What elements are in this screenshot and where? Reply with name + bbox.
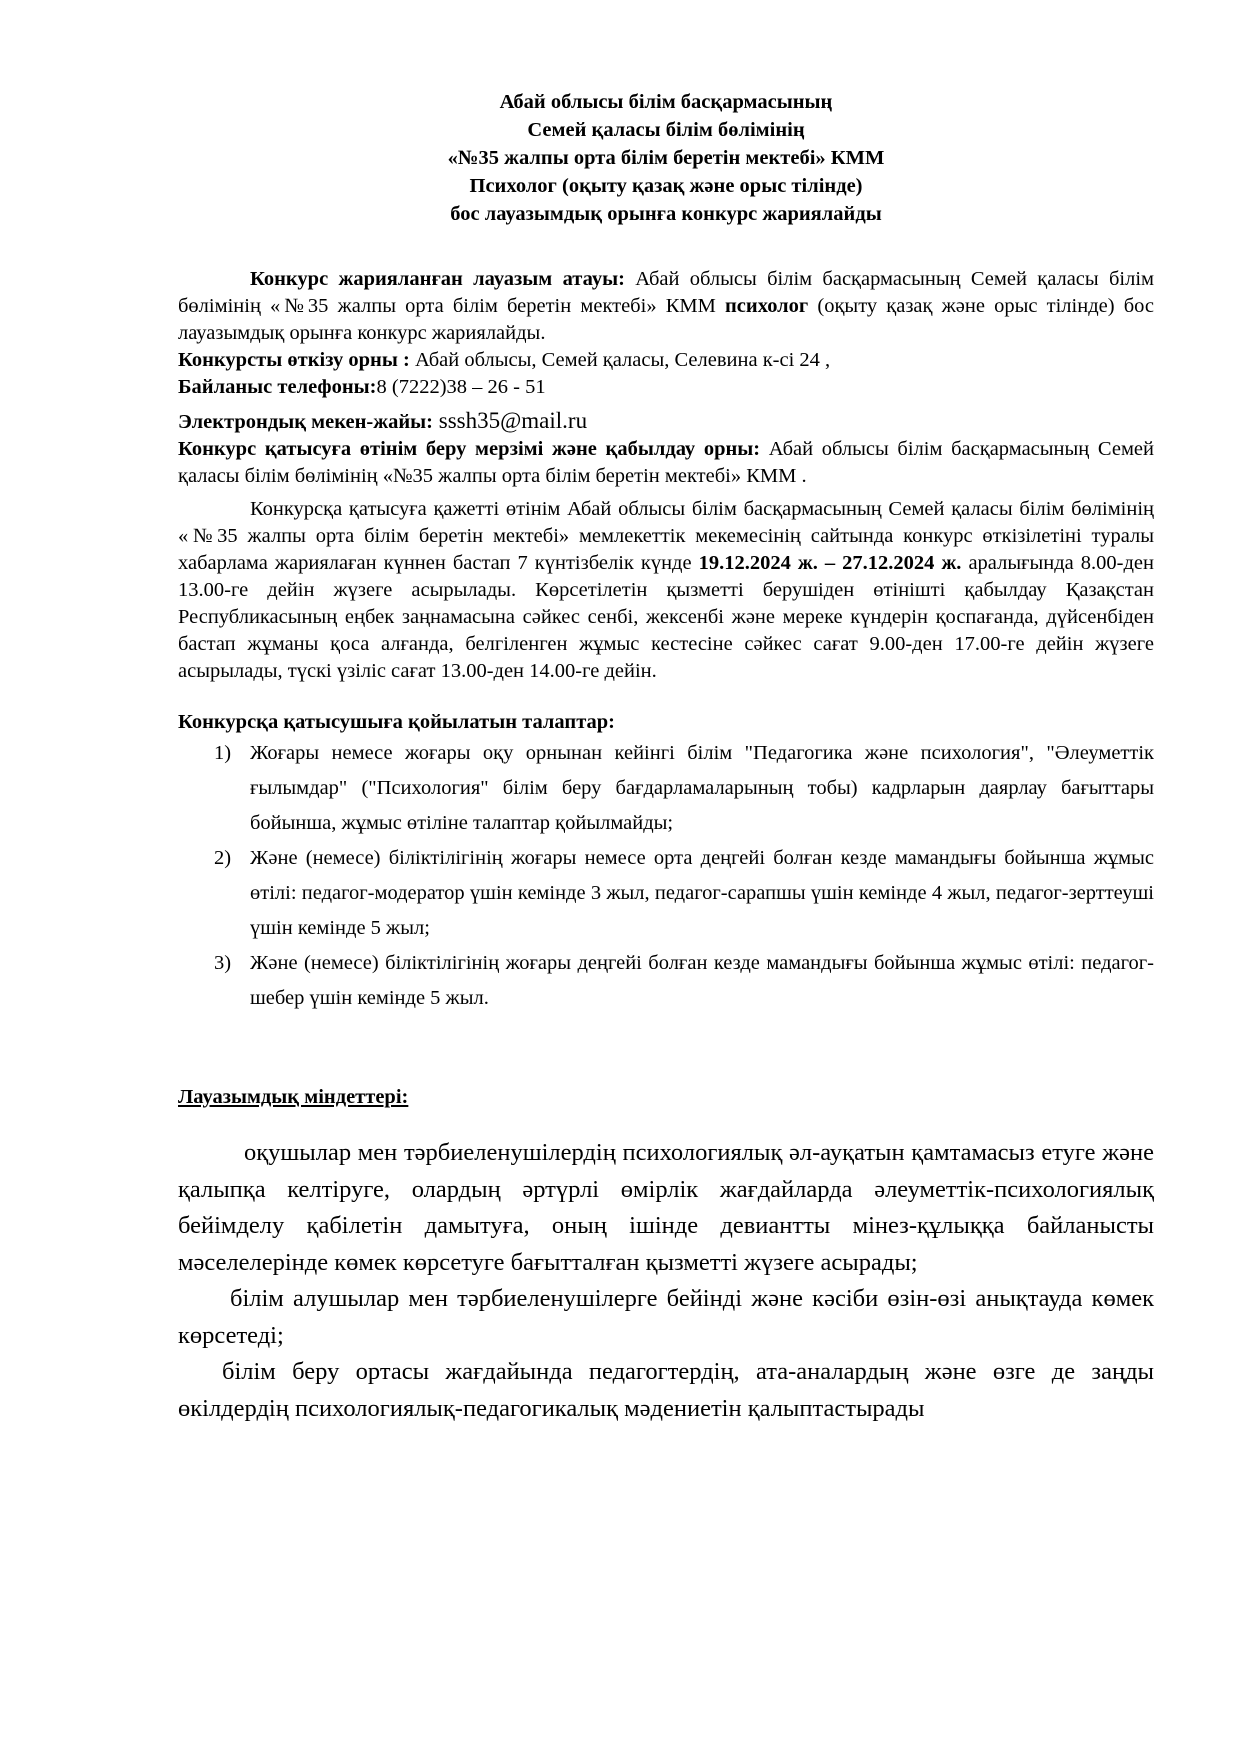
position-label: Конкурс жарияланған лауазым атауы: <box>250 268 625 290</box>
header-line: Психолог (оқыту қазақ және орыс тілінде) <box>469 175 863 197</box>
position-paragraph <box>178 266 1154 347</box>
requirement-number: 1) <box>214 742 232 764</box>
deadline-value: Абай облысы білім басқармасының Семей қаласы білім бөлімінің «№35 жалпы орта білім беретін мектебі» КММ . <box>178 438 1154 487</box>
procedure-dash: – <box>817 552 843 574</box>
requirement-text: Жоғары немесе жоғары оқу орнынан кейінгі білім "Педагогика және психология", "Әлеуметтік ғылымдар" ("Психология" білім беру бағдарламаларының тобы) кадрларын даярлау бағыттары бойынша, жұмыс өтіліне талаптар қойылмайды; <box>250 742 1154 834</box>
phone-value: 8 (7222)38 – 26 - 51 <box>376 376 546 398</box>
requirement-number: 2) <box>214 847 232 869</box>
procedure-text-1: Конкурсқа қатысуға қажетті өтінім Абай облысы білім басқармасының Семей қаласы білім бөлімінің «№35 жалпы орта білім беретін мектебі» мемлекеттік мекемесінің сайтында конкурс өткізілетіні туралы хабарлама жариялаған күннен бастап 7 күнтізбелік күнде <box>178 498 1154 574</box>
position-bold-word: психолог <box>725 295 809 317</box>
position-text-2: (оқыту қазақ және орыс тілінде) бос лауазымдық орынға конкурс жариялайды. <box>178 295 1154 344</box>
header-line: Абай облысы білім басқармасының <box>499 91 833 113</box>
requirements-title: Конкурсқа қатысушыға қойылатын талаптар: <box>178 711 615 733</box>
duty-paragraph: білім беру ортасы жағдайында педагогтердің, ата-аналардың және өзге де заңды өкілдердің психологиялық-педагогикалық мәдениетін қалыптастырады <box>178 1358 1154 1422</box>
procedure-paragraph <box>178 496 1154 685</box>
procedure-date-from: 19.12.2024 ж. <box>698 552 818 574</box>
header-line: Семей қаласы білім бөлімінің <box>527 119 805 141</box>
procedure-text-2: аралығында 8.00-ден 13.00-ге дейін жүзеге асырылады. Көрсетілетін қызметті берушіден өтінішті қабылдау Қазақстан Республикасының еңбек заңнамасына сәйкес сенбі, жексенбі және мереке күндерін қоспағанда, дүйсенбіден бастап жұманы қоса алғанда, белгіленген жұмыс кестесіне сәйкес сағат 9.00-ден 17.00-ге дейін жүзеге асырылады, түскі үзіліс сағат 13.00-ден 14.00-ге дейін. <box>178 552 1154 682</box>
requirement-item <box>178 736 1154 841</box>
header-line: «№35 жалпы орта білім беретін мектебі» КММ <box>447 147 885 169</box>
email-label: Электрондық мекен-жайы: <box>178 411 433 433</box>
email-value[interactable]: sssh35@mail.ru <box>433 408 588 433</box>
requirement-item <box>178 946 1154 1016</box>
position-text-1: Абай облысы білім басқармасының Семей қаласы білім бөлімінің «№35 жалпы орта білім беретін мектебі» КММ <box>178 268 1154 317</box>
email-line <box>178 407 1154 436</box>
duties-title: Лауазымдық міндеттері: <box>178 1086 409 1108</box>
deadline-paragraph <box>178 436 1154 490</box>
duty-paragraph: оқушылар мен тәрбиеленушілердің психологиялық әл-ауқатын қамтамасыз етуге және қалыпқа келтіруге, олардың әртүрлі өмірлік жағдайларда әлеуметтік-психологиялық бейімделу қабілетін дамытуға, оның ішінде девиантты мінез-құлыққа байланысты мәселелерінде көмек көрсетуге бағытталған қызметті жүзеге асырады; <box>178 1139 1154 1276</box>
phone-line <box>178 374 1154 401</box>
document-body <box>178 88 1154 1427</box>
procedure-date-to: 27.12.2024 ж. <box>842 552 962 574</box>
document-header <box>178 88 1154 228</box>
duty-paragraph: білім алушылар мен тәрбиеленушілерге бейінді және кәсіби өзін-өзі анықтауда көмек көрсетеді; <box>178 1285 1154 1349</box>
venue-value: Абай облысы, Семей қаласы, Селевина к-сі 24 , <box>409 349 831 371</box>
venue-label: Конкурсты өткізу орны : <box>178 349 410 371</box>
venue-line <box>178 347 1154 374</box>
requirement-item <box>178 841 1154 946</box>
requirement-number: 3) <box>214 952 232 974</box>
header-line: бос лауазымдық орынға конкурс жариялайды <box>450 203 882 225</box>
deadline-label: Конкурс қатысуға өтінім беру мерзімі және қабылдау орны: <box>178 438 761 460</box>
requirement-text: Және (немесе) біліктілігінің жоғары немесе орта деңгейі болған кезде мамандығы бойынша жұмыс өтілі: педагог-модератор үшін кемінде 3 жыл, педагог-сарапшы үшін кемінде 4 жыл, педагог-зерттеуші үшін кемінде 5 жыл; <box>250 847 1154 939</box>
phone-label: Байланыс телефоны: <box>178 376 377 398</box>
requirements-list <box>178 736 1154 1016</box>
requirement-text: Және (немесе) біліктілігінің жоғары деңгейі болған кезде мамандығы бойынша жұмыс өтілі: педагог-шебер үшін кемінде 5 жыл. <box>250 952 1154 1009</box>
